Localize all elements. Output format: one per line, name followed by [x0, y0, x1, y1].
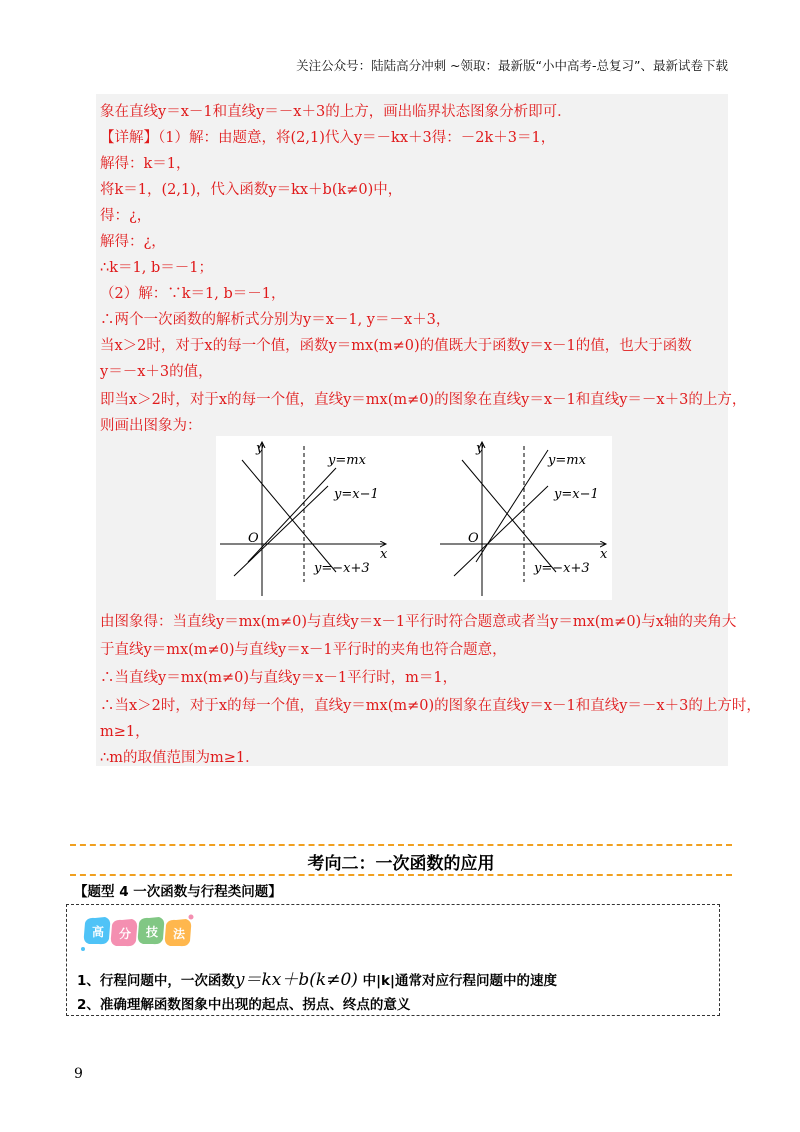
section-divider-bottom — [70, 874, 732, 876]
solution-line: ∴当直线y＝mx(m≠0)与直线y＝x－1平行时，m＝1， — [100, 670, 458, 686]
tips-box — [66, 904, 720, 1016]
label-y-x-1: y=x−1 — [334, 487, 379, 502]
function-graphs — [216, 436, 612, 600]
solution-line: 将k＝1，(2,1)，代入函数y＝kx＋b(k≠0)中， — [100, 182, 403, 198]
solution-line: ∴k＝1, b＝－1； — [100, 260, 213, 276]
section-title: 考向二：一次函数的应用 — [307, 854, 495, 874]
badge-gao — [84, 917, 110, 944]
question-type-title: 【题型 4 一次函数与行程类问题】 — [74, 884, 282, 900]
y-axis-label: y — [476, 441, 484, 456]
solution-line: 得：¿， — [100, 208, 152, 224]
tip-item-1-prefix: 1、行程问题中，一次函数 — [77, 973, 235, 989]
svg-text:技: 技 — [146, 925, 159, 939]
tip-item-2: 2、准确理解函数图象中出现的起点、拐点、终点的意义 — [77, 997, 411, 1013]
label-y-negx-3: y=−x+3 — [534, 561, 590, 576]
origin-label: O — [468, 531, 479, 546]
solution-line: ∴两个一次函数的解析式分别为y＝x－1, y＝－x＋3， — [100, 312, 451, 328]
tip-item-1-formula: y＝kx＋b(k≠0) — [234, 970, 358, 990]
badge-fen — [111, 919, 137, 946]
svg-text:高: 高 — [92, 925, 105, 939]
solution-line: （2）解：∵k＝1, b＝－1， — [100, 286, 286, 302]
label-y-x-1: y=x−1 — [554, 487, 599, 502]
solution-line: ∴当x＞2时，对于x的每一个值，直线y＝mx(m≠0)的图象在直线y＝x－1和直线y＝－x＋3的上方时， — [100, 698, 761, 714]
page-number: 9 — [74, 1066, 83, 1082]
label-y-negx-3: y=−x+3 — [314, 561, 370, 576]
svg-text:法: 法 — [173, 927, 186, 941]
label-y-mx: y=mx — [328, 453, 366, 468]
tip-item-1-suffix: 中|k|通常对应行程问题中的速度 — [362, 973, 557, 989]
badge-dot — [189, 915, 194, 920]
solution-line: 解得：k＝1， — [100, 156, 191, 172]
page-header: 关注公众号：陆陆高分冲刺 ~领取：最新版“小中高考-总复习”、最新试卷下载 — [296, 58, 728, 73]
solution-line: 【详解】（1）解：由题意，将(2,1)代入y＝－kx＋3得：－2k＋3＝1， — [100, 130, 556, 146]
section-divider-top — [70, 844, 732, 846]
solution-line: m≥1， — [100, 724, 150, 740]
solution-line: 象在直线y＝x－1和直线y＝－x＋3的上方，画出临界状态图象分析即可． — [100, 104, 572, 120]
badge-ji — [138, 917, 164, 944]
badge-fa — [165, 919, 191, 946]
graph-right — [440, 441, 608, 596]
solution-line: ∴m的取值范围为m≥1． — [100, 750, 260, 766]
solution-line: y＝－x＋3的值， — [100, 364, 213, 380]
label-y-mx: y=mx — [548, 453, 586, 468]
x-axis-label: x — [600, 547, 608, 562]
solution-line: 解得：¿， — [100, 234, 166, 250]
svg-text:分: 分 — [119, 927, 132, 941]
solution-line: 当x＞2时，对于x的每一个值，函数y＝mx(m≠0)的值既大于函数y＝x－1的值，也大于函数 — [100, 338, 692, 354]
badge-dot — [81, 947, 85, 951]
solution-line: 则画出图象为： — [100, 418, 202, 434]
solution-line: 即当x＞2时，对于x的每一个值，直线y＝mx(m≠0)的图象在直线y＝x－1和直线y＝－x＋3的上方， — [100, 392, 747, 408]
tip-item-1 — [77, 965, 557, 990]
origin-label: O — [248, 531, 259, 546]
tips-badge — [79, 911, 197, 959]
x-axis-label: x — [380, 547, 388, 562]
y-axis-label: y — [256, 441, 264, 456]
solution-line: 于直线y＝mx(m≠0)与直线y＝x－1平行时的夹角也符合题意， — [100, 642, 507, 658]
graph-left — [220, 441, 388, 596]
solution-line: 由图象得：当直线y＝mx(m≠0)与直线y＝x－1平行时符合题意或者当y＝mx(m≠0)与x轴的夹角大 — [100, 614, 737, 630]
